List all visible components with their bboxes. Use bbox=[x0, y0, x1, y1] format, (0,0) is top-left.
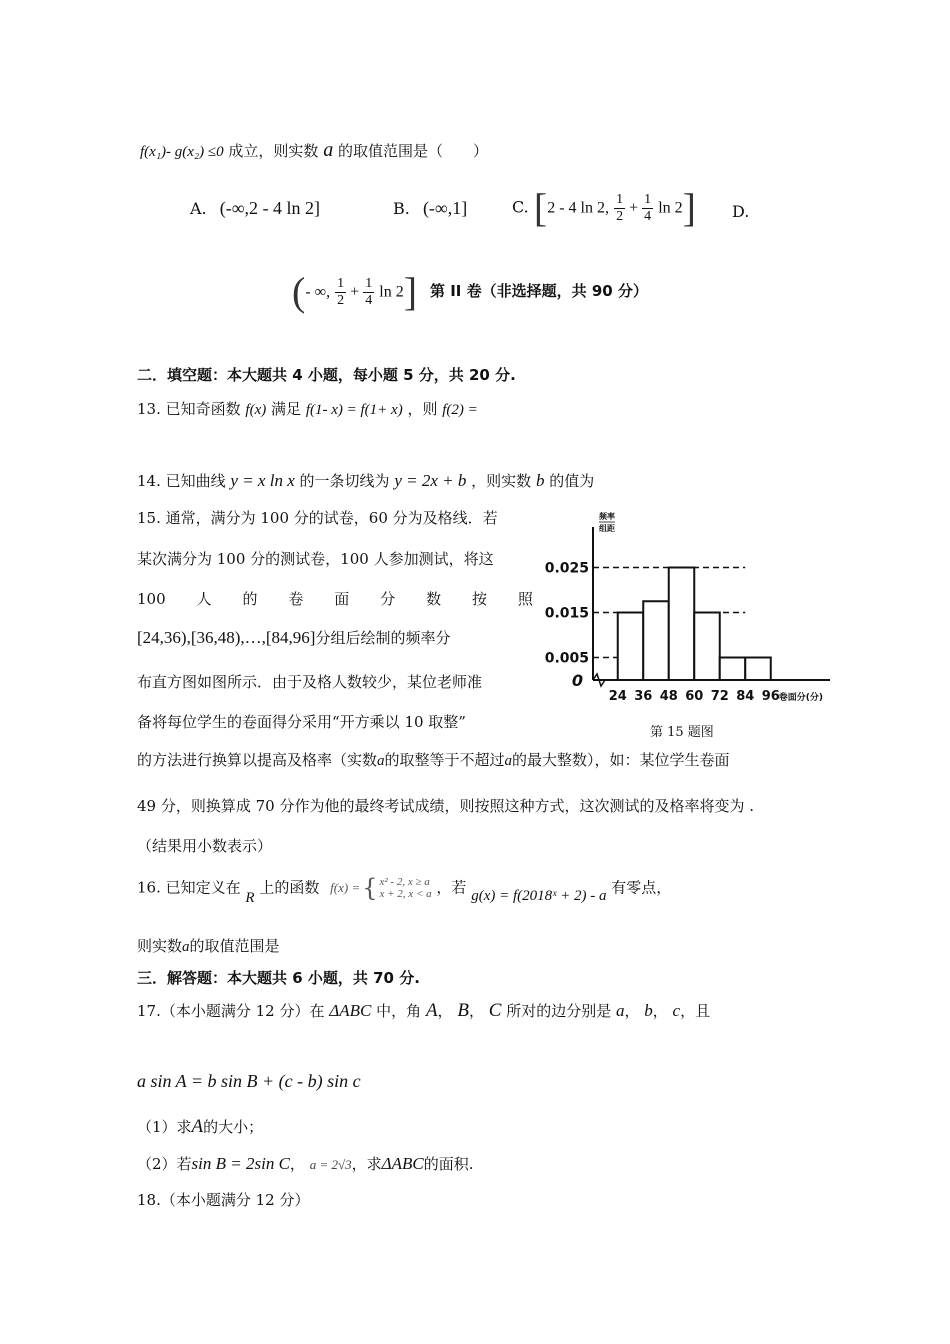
q15-l7c: 的最大整数），如：某位学生卷面 bbox=[512, 751, 730, 769]
option-d-left: - ∞, bbox=[305, 283, 331, 301]
q17-side-b: b bbox=[644, 1001, 653, 1020]
q15-line9: （结果用小数表示） bbox=[137, 837, 273, 855]
q15-word: 卷 bbox=[288, 590, 304, 608]
q16-l2b: 的取值范围是 bbox=[189, 937, 280, 955]
histogram-bar bbox=[618, 613, 644, 681]
q15-word: 人 bbox=[196, 590, 212, 608]
y-tick-label: 0.015 bbox=[545, 605, 589, 622]
histogram-bar bbox=[669, 568, 695, 681]
q15-word: 照 bbox=[517, 590, 533, 608]
q15-line7 bbox=[137, 751, 730, 770]
x-tick-label: 84 bbox=[736, 689, 755, 704]
q13-line bbox=[137, 400, 478, 419]
q15-line5: 布直方图如图所示．由于及格人数较少，某位老师准 bbox=[137, 673, 483, 691]
origin-label: 0 bbox=[571, 671, 583, 690]
histogram-caption: 第 15 题图 bbox=[650, 725, 714, 740]
x-tick-label: 36 bbox=[634, 689, 653, 704]
q15-line6: 备将每位学生的卷面得分采用“开方乘以 10 取整” bbox=[137, 713, 466, 731]
q12-text2: 的取值范围是（ ） bbox=[337, 142, 488, 160]
q15-word: 数 bbox=[426, 590, 442, 608]
q17-angle-B: B bbox=[457, 1000, 469, 1021]
q17-text-a: 17.（本小题满分 12 分）在 bbox=[137, 1002, 325, 1020]
q16-text-b: 上的函数 bbox=[259, 878, 320, 897]
section3-heading: 三．解答题：本大题共 6 小题，共 70 分. bbox=[137, 969, 420, 987]
option-c-frac2: $\frac{1}{4}$ bbox=[644, 192, 652, 224]
q12-option-d: (- ∞, $\frac{1}{2}$ + $\frac{1}{4}$ ln 2] bbox=[292, 269, 418, 314]
q13-fx: f(x) bbox=[245, 402, 267, 418]
q15-intervals: [24,36),[36,48),…,[84,96] bbox=[137, 628, 316, 647]
q15-l7b: 的取整等于不超过 bbox=[384, 751, 505, 769]
q17-p1a: （1）求 bbox=[137, 1118, 192, 1136]
option-c-label: C. bbox=[512, 197, 529, 217]
q13-f2: f(2) = bbox=[442, 402, 478, 418]
q18-line: 18.（本小题满分 12 分） bbox=[137, 1191, 310, 1209]
q17-p2c: 的面积. bbox=[423, 1155, 474, 1173]
q16-R: R bbox=[245, 890, 255, 907]
q17-part2 bbox=[137, 1154, 474, 1174]
q17-p2-mid: ， bbox=[289, 1155, 305, 1173]
y-tick-label: 0.025 bbox=[545, 560, 589, 577]
option-a-label: A. bbox=[190, 199, 207, 218]
q15-line8: 49 分，则换算成 70 分作为他的最终考试成绩，则按照这种方式，这次测试的及格率将变为 . bbox=[137, 797, 755, 815]
option-b-label: B. bbox=[393, 199, 410, 218]
y-axis-label: 频率 bbox=[599, 512, 615, 521]
x-tick-label: 48 bbox=[659, 689, 678, 704]
option-d-right: ln 2 bbox=[379, 283, 404, 301]
q17-side-a: a bbox=[615, 1001, 625, 1020]
q17-p2-a-value: a = 2√3 bbox=[309, 1157, 352, 1172]
q17-text-c: 所对的边分别是 bbox=[506, 1002, 612, 1020]
part2-title: 第 II 卷（非选择题，共 90 分） bbox=[430, 282, 648, 300]
q14-text-b: 的一条切线为 bbox=[299, 472, 390, 490]
y-axis-label: 组距 bbox=[599, 524, 615, 533]
q17-p2-triangle: ΔABC bbox=[381, 1154, 424, 1173]
q12-option-d-label: D. bbox=[732, 202, 750, 221]
q16-text-d: 有零点， bbox=[611, 878, 672, 897]
q17-p1-var: A bbox=[191, 1116, 204, 1137]
q17-angle-C: C bbox=[488, 1000, 502, 1021]
q15-var: a bbox=[377, 753, 385, 769]
q15-word: 面 bbox=[334, 590, 350, 608]
option-c-left: 2 - 4 ln 2, bbox=[547, 199, 609, 217]
q13-text-b: 满足 bbox=[271, 400, 302, 418]
q14-line bbox=[137, 471, 594, 491]
x-tick-label: 60 bbox=[685, 689, 704, 704]
histogram-bar bbox=[745, 658, 771, 681]
q12-condition-line bbox=[140, 138, 488, 162]
q12-var-a: a bbox=[323, 139, 334, 161]
q16-line1: 16. 已知定义在 R 上的函数 f(x) ={ x² - 2, x ≥ a x + 2, x < a ，若 g(x) = f(2018ˣ + 2) - a 有零点， bbox=[137, 874, 672, 907]
q12-option-b bbox=[393, 198, 467, 220]
q17-text-d: ，且 bbox=[680, 1002, 711, 1020]
q17-part1 bbox=[137, 1116, 263, 1139]
q15-line4-text: 分组后绘制的频率分 bbox=[315, 629, 451, 647]
histogram-bar bbox=[694, 613, 720, 681]
q16-text-c: ，若 bbox=[436, 878, 467, 897]
q12-option-c: C. [2 - 4 ln 2, $\frac{1}{2}$ + $\frac{1}{4}$ ln 2] bbox=[512, 185, 696, 230]
q14-tangent: y = 2x + b bbox=[394, 471, 467, 490]
x-tick-label: 96 bbox=[761, 689, 780, 704]
q15-line2: 某次满分为 100 分的测试卷，100 人参加测试，将这 bbox=[137, 550, 494, 568]
option-a-value: (-∞,2 - 4 ln 2] bbox=[219, 198, 321, 218]
section2-heading: 二．填空题：本大题共 4 小题，每小题 5 分，共 20 分. bbox=[137, 366, 516, 384]
q16-piece1: x² - 2, x ≥ a bbox=[379, 876, 430, 889]
q17-p2-equation: sin B = 2sin C bbox=[191, 1154, 290, 1173]
q16-g: g(x) = f(2018ˣ + 2) - a bbox=[471, 888, 607, 905]
q15-word: 分 bbox=[380, 590, 396, 608]
q15-line1: 15. 通常，满分为 100 分的试卷，60 分为及格线．若 bbox=[137, 509, 498, 527]
q14-var-b: b bbox=[535, 471, 545, 490]
q12-condition: f(x₁)- g(x₂) ≤0 bbox=[140, 144, 224, 160]
histogram-bar bbox=[720, 658, 746, 681]
q15-word: 100 bbox=[137, 590, 166, 608]
q16-piecewise bbox=[380, 876, 432, 900]
q15-l7a: 的方法进行换算以提高及格率（实数 bbox=[137, 751, 378, 769]
x-axis-label: 卷面分(分) bbox=[778, 693, 823, 703]
q14-text-a: 14. 已知曲线 bbox=[137, 472, 226, 490]
q16-l2: 则实数 bbox=[137, 937, 183, 955]
q14-text-c: ，则实数 bbox=[471, 472, 532, 490]
q12-text1: 成立，则实数 bbox=[228, 142, 319, 160]
q15-word: 的 bbox=[242, 590, 258, 608]
q16-line2 bbox=[137, 937, 280, 956]
q17-p2a: （2）若 bbox=[137, 1155, 192, 1173]
x-tick-label: 24 bbox=[608, 689, 627, 704]
x-tick-label: 72 bbox=[710, 689, 729, 704]
q15-line4 bbox=[137, 628, 450, 648]
q16-piece2: x + 2, x < a bbox=[379, 888, 432, 901]
q16-fx: f(x) = bbox=[330, 880, 361, 896]
option-d-frac2: $\frac{1}{4}$ bbox=[365, 276, 373, 308]
q17-text-b: 中，角 bbox=[376, 1002, 422, 1020]
q16-var: a bbox=[182, 939, 190, 955]
q14-text-d: 的值为 bbox=[549, 472, 595, 490]
option-b-value: (-∞,1] bbox=[422, 198, 468, 218]
q15-var: a bbox=[504, 753, 513, 769]
q12-option-a bbox=[190, 198, 320, 220]
q17-p1b: 的大小； bbox=[203, 1118, 264, 1136]
q17-p2b: ，求 bbox=[351, 1155, 382, 1173]
frequency-histogram bbox=[545, 505, 845, 735]
q13-text-c: ，则 bbox=[407, 400, 438, 418]
q17-line1: 17.（本小题满分 12 分）在 ΔABC 中，角 A， B， C 所对的边分别是 a， b， c，且 bbox=[137, 1000, 711, 1021]
q16-text-a: 16. 已知定义在 bbox=[137, 878, 241, 897]
histogram-bar bbox=[643, 601, 669, 680]
q13-text-a: 13. 已知奇函数 bbox=[137, 400, 241, 418]
option-c-frac1: $\frac{1}{2}$ bbox=[616, 192, 624, 224]
q17-triangle: ΔABC bbox=[329, 1001, 372, 1020]
q13-equation: f(1- x) = f(1+ x) bbox=[305, 402, 403, 418]
q17-angle-A: A bbox=[425, 1000, 438, 1021]
y-tick-label: 0.005 bbox=[545, 650, 589, 667]
q17-side-c: c bbox=[672, 1001, 681, 1020]
q14-curve: y = x ln x bbox=[230, 471, 295, 490]
option-c-right: ln 2 bbox=[658, 199, 683, 217]
option-d-frac1: $\frac{1}{2}$ bbox=[337, 276, 345, 308]
q15-line3 bbox=[137, 590, 533, 608]
q15-word: 按 bbox=[471, 590, 487, 608]
q17-equation: a sin A = b sin B + (c - b) sin c bbox=[137, 1071, 361, 1091]
